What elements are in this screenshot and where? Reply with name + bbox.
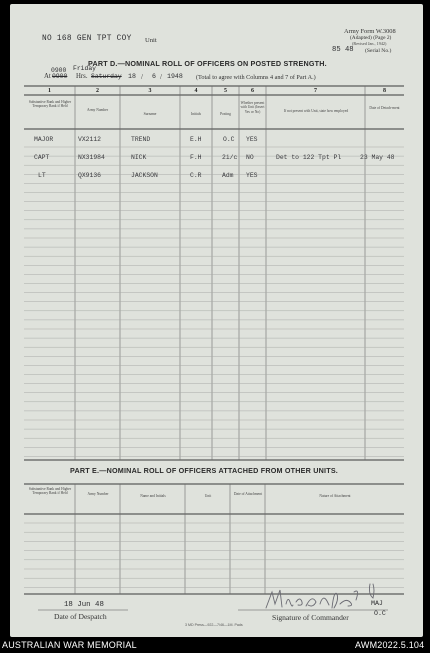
commander-rank: MAJ: [371, 600, 383, 607]
e-header-unit: Unit: [204, 494, 212, 498]
printer-note: 3 MD Press—922—7/46—1M. Pads: [185, 623, 243, 627]
row-initials: E.H: [190, 136, 202, 143]
form-title: Army Form W.3008: [344, 28, 396, 35]
e-header-nature: Nature of Attachment: [319, 494, 351, 498]
e-header-rank: Substantive Rank and Higher Temporary Rank if Held: [28, 487, 72, 496]
time-correction: 0900: [51, 67, 67, 74]
col-header-surname: Surname: [143, 112, 157, 116]
row-surname: JACKSON: [131, 172, 158, 179]
e-header-army-number: Army Number: [87, 492, 109, 496]
row-surname: TREND: [131, 136, 151, 143]
e-header-name: Name and Initials: [140, 494, 166, 498]
at-label: At: [44, 73, 51, 80]
row-army-number: NX31984: [78, 154, 105, 161]
col-num-2: 2: [96, 88, 99, 94]
row-employed: Det to 122 Tpt Pl: [276, 154, 342, 161]
archive-institution: AUSTRALIAN WAR MEMORIAL: [2, 640, 137, 650]
signature-label: Signature of Commander: [272, 613, 349, 622]
row-surname: NICK: [131, 154, 147, 161]
row-rank: LT: [38, 172, 46, 179]
form-revised: (Revised Jan., 1942): [352, 41, 387, 46]
col-num-5: 5: [224, 88, 227, 94]
archive-accession: AWM2022.5.104: [355, 640, 425, 650]
col-num-3: 3: [148, 88, 152, 94]
form-rule-lines: [10, 4, 423, 637]
col-num-7: 7: [314, 88, 317, 94]
col-header-detach-date: Date of Detach-ment: [369, 106, 400, 110]
day-correction: Friday: [73, 65, 97, 72]
row-present: YES: [246, 136, 258, 143]
col-header-present: Whether present with Unit (Insert Yes or No): [240, 101, 265, 114]
col-num-6: 6: [251, 88, 254, 94]
commander-title: O.C: [374, 610, 386, 617]
part-e-title: PART E.—NOMINAL ROLL OF OFFICERS ATTACHED FROM OTHER UNITS.: [70, 466, 339, 475]
document-page: NO 168 GEN TPT COY Unit Army Form W.3008 (Adapted) (Page 2) (Revised Jan., 1942) 85 48 (Serial No.) PART D.—NOMINAL ROLL OF OFFICERS ON POSTED STRENGTH. 0900 Friday At 0900 Hrs. Saturday 18 / 6 / 1948 (Total to agree with Columns 4 and 7 of Part A.) 1 2 3 4 5 6 7 8 Substantive Rank and Higher Temporary Rank if Held Army Number Surname Initials Posting Whether present with Unit (Insert Yes or No) If not present with Unit, state how employed Date of Detach-ment MAJOR VX2112 TREND E.H O.C YES CAPT NX31984 NICK F.H 2i/c NO Det to 122 Tpt Pl 23 May 48 LT QX9136 JACKSON C.R Adm YES PART E.—NOMINAL ROLL OF OFFICERS ATTACHED FROM OTHER UNITS. Substantive Rank and Higher Temporary Rank if Held Army Number Name and Initials Unit Date of Attachment Nature of Attachment 18 Jun 48 Date of Despatch MAJ O.C Signature of Commander 3 MD Press—922—7/46—1M. Pads: [10, 4, 423, 637]
total-note: (Total to agree with Columns 4 and 7 of Part A.): [196, 74, 316, 81]
col-header-posting: Posting: [220, 112, 231, 116]
despatch-label: Date of Despatch: [54, 612, 107, 621]
row-present: NO: [246, 154, 254, 161]
row-posting: 2i/c: [222, 154, 238, 161]
serial-label: (Serial No.): [365, 48, 392, 54]
despatch-date: 18 Jun 48: [64, 601, 104, 609]
day-typed: Saturday: [91, 73, 122, 80]
row-rank: MAJOR: [34, 136, 54, 143]
serial-number: 85 48: [332, 46, 354, 54]
time-typed: 0900: [52, 73, 68, 80]
col-num-8: 8: [383, 88, 386, 94]
col-header-employed: If not present with Unit, state how employed: [283, 109, 349, 113]
col-num-1: 1: [48, 88, 51, 94]
col-header-army-number: Army Number: [86, 108, 109, 112]
hrs-label: Hrs.: [76, 73, 88, 80]
row-posting: O.C: [223, 136, 235, 143]
row-rank: CAPT: [34, 154, 50, 161]
row-present: YES: [246, 172, 258, 179]
date-month: 6: [152, 73, 156, 80]
row-initials: F.H: [190, 154, 202, 161]
col-header-initials: Initials: [191, 112, 201, 116]
row-army-number: QX9136: [78, 172, 102, 179]
row-army-number: VX2112: [78, 136, 102, 143]
row-posting: Adm: [222, 172, 234, 179]
date-day: 18: [128, 73, 136, 80]
unit-name: NO 168 GEN TPT COY: [42, 35, 132, 43]
col-header-rank: Substantive Rank and Higher Temporary Rank if Held: [28, 100, 72, 109]
date-year: 1948: [167, 73, 183, 80]
form-adapted: (Adapted) (Page 2): [350, 35, 392, 41]
archive-caption-bar: [0, 637, 430, 653]
col-num-4: 4: [194, 88, 198, 94]
row-initials: C.R: [190, 172, 202, 179]
row-detach-date: 23 May 48: [360, 154, 395, 161]
e-header-attach-date: Date of Attachment: [233, 492, 263, 496]
unit-label: Unit: [145, 37, 157, 44]
part-d-title: PART D.—NOMINAL ROLL OF OFFICERS ON POSTED STRENGTH.: [88, 59, 327, 68]
